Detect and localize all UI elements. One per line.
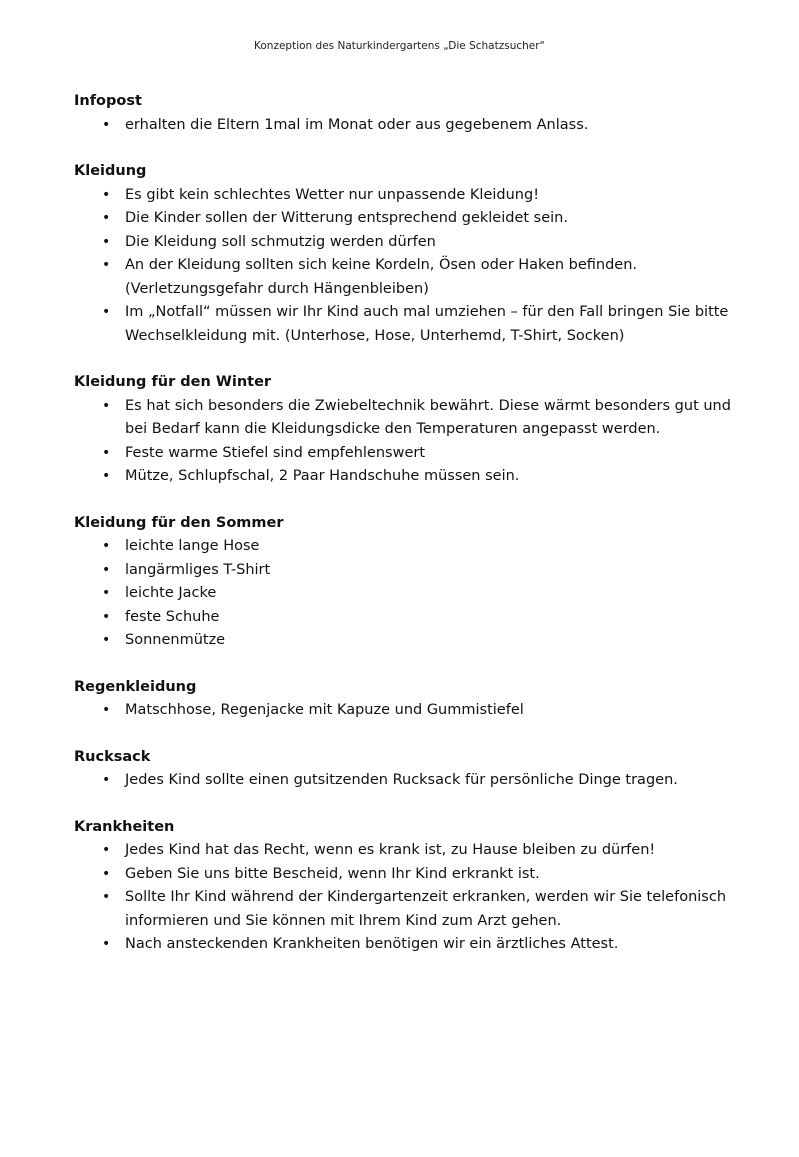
list-item-text: Sonnenmütze	[125, 632, 226, 648]
list-item-text: Jedes Kind sollte einen gutsitzenden Rucksack für persönliche Dinge tragen.	[125, 772, 678, 788]
list-item-text: leichte lange Hose	[125, 538, 260, 554]
bullet-icon: •	[102, 304, 111, 320]
list-item	[74, 465, 754, 489]
list-item	[74, 769, 754, 793]
bullet-list	[74, 839, 754, 957]
list-item-text: Feste warme Stiefel sind empfehlenswert	[125, 444, 426, 461]
list-item	[74, 184, 754, 208]
list-item	[74, 606, 754, 630]
list-item	[74, 559, 754, 583]
section-title: Kleidung für den Winter	[74, 374, 272, 390]
page-header: Konzeption des Naturkindergartens „Die Schatzsucher“	[254, 40, 545, 52]
section-title: Rucksack	[74, 748, 151, 765]
bullet-icon: •	[102, 210, 111, 226]
list-item-text: Jedes Kind hat das Recht, wenn es krank ist, zu Hause bleiben zu dürfen!	[125, 842, 656, 858]
list-item	[74, 629, 754, 653]
bullet-icon: •	[102, 842, 111, 858]
bullet-icon: •	[102, 186, 111, 203]
list-item-text: An der Kleidung sollten sich keine Kordeln, Ösen oder Haken befinden. (Verletzungsgefahr durch Hängenbleiben)	[125, 257, 638, 297]
list-item-text: Im „Notfall“ müssen wir Ihr Kind auch mal umziehen – für den Fall bringen Sie bitte Wechselkleidung mit. (Unterhose, Hose, Unterhemd, T-Shirt, Socken)	[125, 304, 729, 344]
bullet-icon: •	[102, 889, 111, 905]
list-item-text: Mütze, Schlupfschal, 2 Paar Handschuhe müssen sein.	[125, 468, 520, 484]
bullet-icon: •	[102, 538, 111, 554]
list-item	[74, 301, 754, 348]
list-item-text: erhalten die Eltern 1mal im Monat oder aus gegebenem Anlass.	[125, 116, 589, 133]
bullet-list	[74, 699, 754, 723]
list-item	[74, 395, 754, 442]
list-item	[74, 231, 754, 255]
list-item	[74, 886, 754, 933]
bullet-icon: •	[102, 116, 111, 133]
section-title: Infopost	[74, 93, 142, 109]
section-kleidung	[74, 160, 754, 348]
list-item-text: leichte Jacke	[125, 585, 217, 601]
list-item-text: langärmliges T-Shirt	[125, 561, 271, 578]
list-item	[74, 535, 754, 559]
bullet-list	[74, 184, 754, 349]
list-item-text: Es gibt kein schlechtes Wetter nur unpassende Kleidung!	[125, 186, 540, 203]
bullet-icon: •	[102, 608, 111, 625]
bullet-icon: •	[102, 772, 111, 788]
document-body	[74, 90, 754, 980]
list-item	[74, 863, 754, 887]
list-item	[74, 207, 754, 231]
list-item	[74, 254, 754, 301]
list-item	[74, 114, 754, 138]
list-item	[74, 699, 754, 723]
section-title: Kleidung	[74, 163, 147, 179]
list-item-text: Matschhose, Regenjacke mit Kapuze und Gummistiefel	[125, 702, 524, 718]
bullet-icon: •	[102, 865, 111, 882]
list-item-text: Es hat sich besonders die Zwiebeltechnik bewährt. Diese wärmt besonders gut und bei Bedarf kann die Kleidungsdicke den Temperaturen angepasst werden.	[125, 397, 731, 437]
list-item-text: Die Kleidung soll schmutzig werden dürfen	[125, 233, 436, 250]
section-krankheiten	[74, 816, 754, 957]
bullet-list	[74, 769, 754, 793]
list-item	[74, 839, 754, 863]
bullet-icon: •	[102, 257, 111, 273]
bullet-icon: •	[102, 397, 111, 414]
list-item	[74, 933, 754, 957]
list-item-text: Geben Sie uns bitte Bescheid, wenn Ihr Kind erkrankt ist.	[125, 865, 540, 882]
bullet-list	[74, 395, 754, 489]
bullet-icon: •	[102, 936, 111, 952]
bullet-icon: •	[102, 585, 111, 601]
bullet-icon: •	[102, 561, 111, 578]
list-item	[74, 442, 754, 466]
bullet-list	[74, 114, 754, 138]
section-regenkleidung	[74, 676, 754, 723]
list-item-text: Die Kinder sollen der Witterung entsprechend gekleidet sein.	[125, 210, 568, 226]
list-item-text: Nach ansteckenden Krankheiten benötigen wir ein ärztliches Attest.	[125, 936, 619, 952]
list-item-text: Sollte Ihr Kind während der Kindergartenzeit erkranken, werden wir Sie telefonisch informieren und Sie können mit Ihrem Kind zum Arzt gehen.	[125, 889, 727, 929]
bullet-icon: •	[102, 702, 111, 718]
section-infopost	[74, 90, 754, 137]
section-title: Regenkleidung	[74, 678, 197, 695]
section-rucksack	[74, 746, 754, 793]
section-kleidung-sommer	[74, 512, 754, 653]
section-title: Krankheiten	[74, 818, 175, 835]
bullet-icon: •	[102, 233, 111, 250]
list-item-text: feste Schuhe	[125, 608, 220, 625]
bullet-list	[74, 535, 754, 653]
list-item	[74, 582, 754, 606]
section-kleidung-winter	[74, 371, 754, 489]
bullet-icon: •	[102, 444, 111, 461]
bullet-icon: •	[102, 632, 111, 648]
section-title: Kleidung für den Sommer	[74, 514, 284, 531]
bullet-icon: •	[102, 468, 111, 484]
